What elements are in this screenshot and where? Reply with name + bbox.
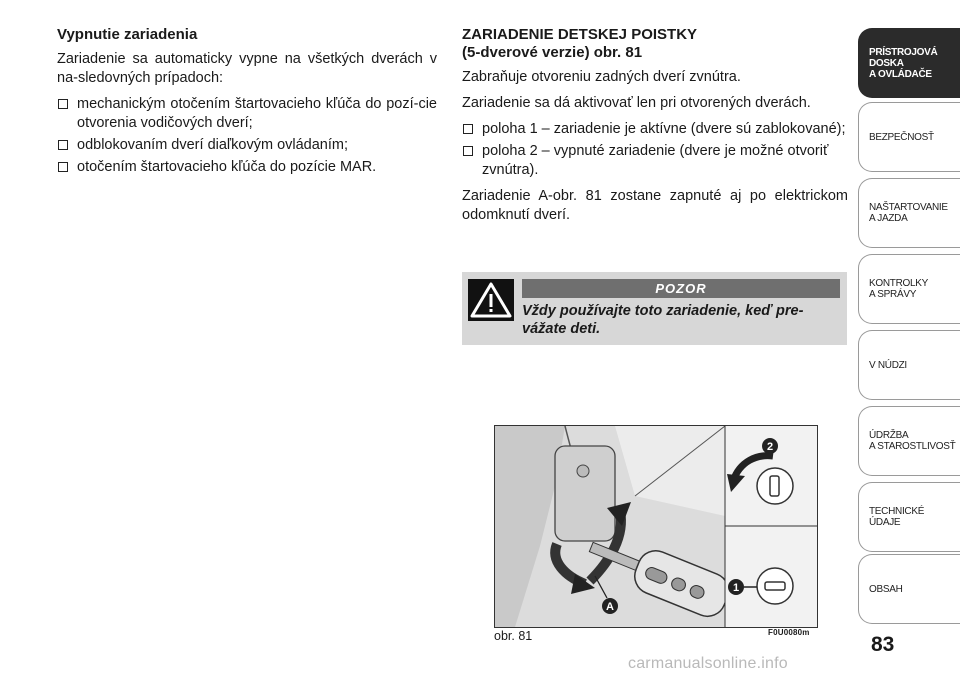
tab-emergency[interactable]: V NÚDZI <box>858 330 960 400</box>
bullet-list-off-cases <box>57 95 437 177</box>
warning-text: Vždy používajte toto zariadenie, keď pre-vážate deti. <box>522 303 804 337</box>
paragraph: Zariadenie sa dá aktivovať len pri otvorených dverách. <box>462 95 811 111</box>
paragraph: Zabraňuje otvoreniu zadných dverí zvnútra. <box>462 69 741 85</box>
section-heading-child-lock: ZARIADENIE DETSKEJ POISTKY <box>462 26 698 43</box>
intro-paragraph: Zariadenie sa automaticky vypne na všetkých dverách v na-sledovných prípadoch: <box>57 51 437 86</box>
tab-instrument-panel[interactable]: PRÍSTROJOVÁ DOSKA A OVLÁDAČE <box>858 28 960 98</box>
bullet-list-positions <box>462 120 848 180</box>
list-item: odblokovaním dverí diaľkovým ovládaním; <box>57 136 437 155</box>
list-item: poloha 1 – zariadenie je aktívne (dvere sú zablokované); <box>462 120 848 139</box>
tab-maintenance[interactable]: ÚDRŽBA A STAROSTLIVOSŤ <box>858 406 960 476</box>
label-1: 1 <box>732 582 740 594</box>
label-a: A <box>606 601 614 613</box>
section-subheading: (5-dverové verzie) obr. 81 <box>462 44 643 61</box>
figure-caption: obr. 81 <box>494 629 533 643</box>
warning-triangle-icon <box>468 279 514 321</box>
list-item: poloha 2 – vypnuté zariadenie (dvere je možné otvoriť zvnútra). <box>462 142 848 180</box>
tab-warnings[interactable]: KONTROLKY A SPRÁVY <box>858 254 960 324</box>
watermark: carmanualsonline.info <box>628 655 788 672</box>
right-column <box>462 26 848 232</box>
tab-safety[interactable]: BEZPEČNOSŤ <box>858 102 960 172</box>
list-item: otočením štartovacieho kľúča do pozície MAR. <box>57 158 437 177</box>
section-heading-device-off: Vypnutie zariadenia <box>57 26 198 43</box>
child-lock-illustration <box>495 426 817 627</box>
paragraph: Zariadenie A-obr. 81 zostane zapnuté aj po elektrickom odomknutí dverí. <box>462 188 848 223</box>
page-number: 83 <box>871 633 895 656</box>
figure-code: F0U0080m <box>768 628 810 637</box>
left-column <box>57 26 437 184</box>
warning-title: POZOR <box>522 279 840 298</box>
tab-contents[interactable]: OBSAH <box>858 554 960 624</box>
tab-starting-driving[interactable]: NAŠTARTOVANIE A JAZDA <box>858 178 960 248</box>
tab-technical-data[interactable]: TECHNICKÉ ÚDAJE <box>858 482 960 552</box>
figure-81 <box>494 425 818 628</box>
chapter-tabs <box>858 0 960 677</box>
warning-box <box>462 272 847 345</box>
label-2: 2 <box>766 441 774 453</box>
list-item: mechanickým otočením štartovacieho kľúča do pozí-cie otvorenia vodičových dverí; <box>57 95 437 133</box>
